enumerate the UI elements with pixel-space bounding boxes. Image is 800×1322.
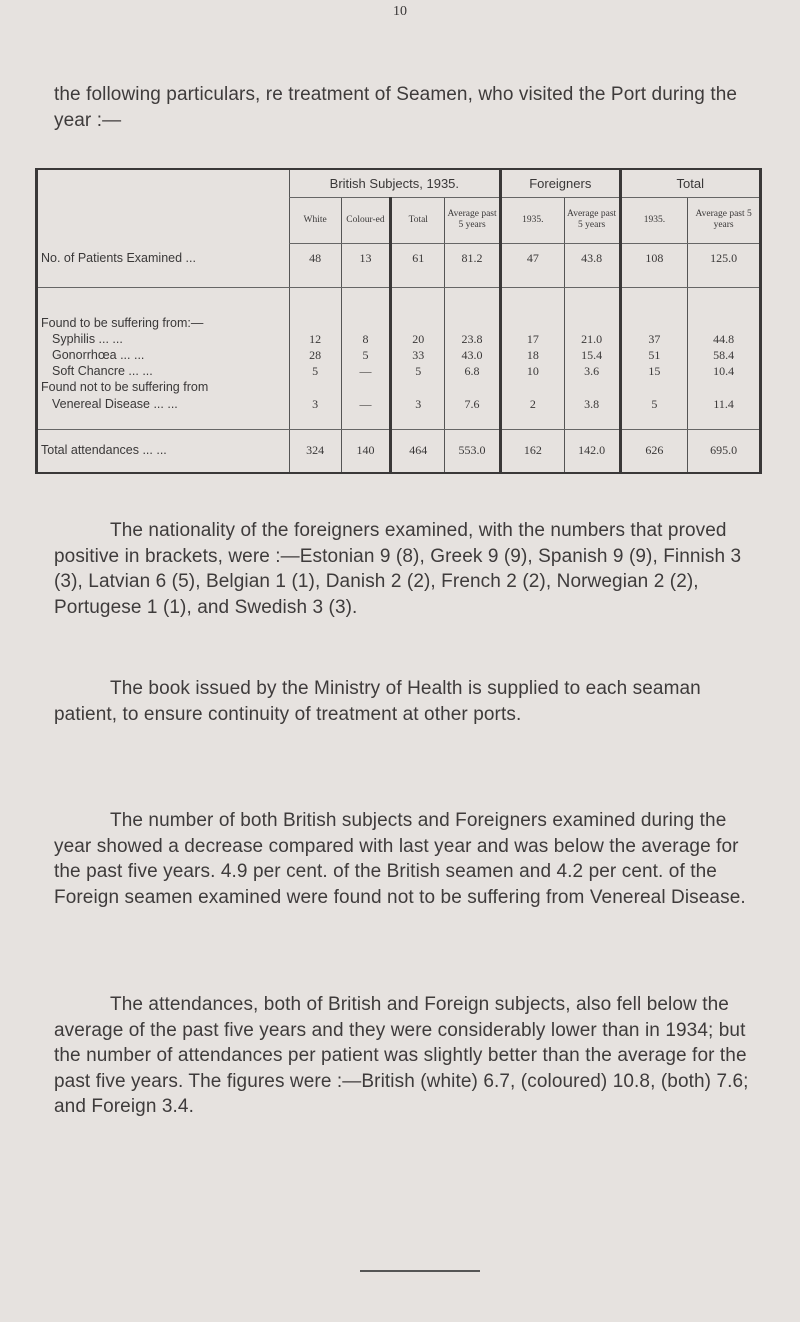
page-number: 10 bbox=[393, 4, 407, 19]
cell: 21.0 bbox=[564, 331, 620, 347]
attendances-row bbox=[37, 429, 761, 473]
cell: 10.4 bbox=[688, 363, 761, 379]
cell: 324 bbox=[289, 429, 341, 473]
cell: 33 bbox=[391, 347, 445, 363]
paragraph-text: The nationality of the foreigners examined, with the numbers that proved positive in brackets, were :—Estonian 9 (8), Greek 9 (9), Spanish 9 (9), Finnish 3 (3), Latvian 6 (5), Belgian 1 (1), Danish 2 (2), French 2 (2), Norwegian 2 (2), Portugese 1 (1), and Swedish 3 (3). bbox=[54, 520, 742, 618]
attendances-label: Total attendances ... ... bbox=[37, 429, 290, 473]
white-header: White bbox=[289, 197, 341, 243]
cell: 3 bbox=[391, 395, 445, 413]
cell: 695.0 bbox=[688, 429, 761, 473]
cell: — bbox=[341, 395, 391, 413]
closing-rule bbox=[360, 1270, 480, 1272]
table-corner-lower bbox=[37, 197, 290, 243]
cell: 28 bbox=[289, 347, 341, 363]
disease-row bbox=[37, 347, 761, 363]
cell: 12 bbox=[289, 331, 341, 347]
foreign-average-header: Average past 5 years bbox=[564, 197, 620, 243]
total-1935-header: 1935. bbox=[620, 197, 688, 243]
attendances-paragraph bbox=[54, 992, 760, 1120]
cell: 48 bbox=[289, 243, 341, 273]
cell: 8 bbox=[341, 331, 391, 347]
examined-label: No. of Patients Examined ... bbox=[37, 243, 290, 273]
cell: 61 bbox=[391, 243, 445, 273]
cell: 15 bbox=[620, 363, 688, 379]
not-suffering-label-line2: Venereal Disease ... ... bbox=[37, 395, 290, 413]
disease-row bbox=[37, 363, 761, 379]
cell: 5 bbox=[289, 363, 341, 379]
cell: 37 bbox=[620, 331, 688, 347]
cell: 2 bbox=[500, 395, 564, 413]
cell: 23.8 bbox=[445, 331, 501, 347]
cell: 81.2 bbox=[445, 243, 501, 273]
cell: 3 bbox=[289, 395, 341, 413]
intro-paragraph bbox=[54, 82, 760, 133]
cell: — bbox=[341, 363, 391, 379]
cell: 553.0 bbox=[445, 429, 501, 473]
seamen-treatment-table bbox=[35, 168, 762, 474]
cell: 5 bbox=[391, 363, 445, 379]
cell: 58.4 bbox=[688, 347, 761, 363]
cell: 142.0 bbox=[564, 429, 620, 473]
disease-label: Gonorrhœa ... ... bbox=[37, 347, 290, 363]
disease-row bbox=[37, 331, 761, 347]
cell: 7.6 bbox=[445, 395, 501, 413]
disease-label: Syphilis ... ... bbox=[37, 331, 290, 347]
foreign-1935-header: 1935. bbox=[500, 197, 564, 243]
cell: 125.0 bbox=[688, 243, 761, 273]
cell: 108 bbox=[620, 243, 688, 273]
table-corner bbox=[37, 169, 290, 197]
paragraph-text: The attendances, both of British and Foreign subjects, also fell below the average of the past five years and they were considerably lower than in 1934; but the number of attendances per patient was slightly better than the average for the past five years. The figures were :—British (white) 6.7, (coloured) 10.8, (both) 7.6; and Foreign 3.4. bbox=[54, 994, 749, 1117]
cell: 17 bbox=[500, 331, 564, 347]
intro-text: the following particulars, re treatment of Seamen, who visited the Port during the year :— bbox=[54, 84, 738, 131]
cell: 15.4 bbox=[564, 347, 620, 363]
disease-label: Soft Chancre ... ... bbox=[37, 363, 290, 379]
cell: 162 bbox=[500, 429, 564, 473]
paragraph-text: The book issued by the Ministry of Health is supplied to each seaman patient, to ensure continuity of treatment at other ports. bbox=[54, 678, 701, 725]
decrease-paragraph bbox=[54, 808, 760, 910]
paragraph-text: The number of both British subjects and Foreigners examined during the year showed a decrease compared with last year and was below the average for the past five years. 4.9 per cent. of the British seamen and 4.2 per cent. of the Foreign seamen examined were found not to be suffering from Venereal Disease. bbox=[54, 810, 746, 908]
examined-row bbox=[37, 243, 761, 273]
cell: 47 bbox=[500, 243, 564, 273]
cell: 43.8 bbox=[564, 243, 620, 273]
coloured-header: Colour-ed bbox=[341, 197, 391, 243]
cell: 44.8 bbox=[688, 331, 761, 347]
cell: 5 bbox=[341, 347, 391, 363]
total-group-header: Total bbox=[620, 169, 760, 197]
cell: 10 bbox=[500, 363, 564, 379]
not-suffering-label-line1: Found not to be suffering from bbox=[37, 379, 290, 395]
not-suffering-row bbox=[37, 395, 761, 413]
cell: 464 bbox=[391, 429, 445, 473]
cell: 5 bbox=[620, 395, 688, 413]
nationality-paragraph bbox=[54, 518, 760, 620]
suffering-heading: Found to be suffering from:— bbox=[37, 287, 290, 331]
british-total-header: Total bbox=[391, 197, 445, 243]
cell: 20 bbox=[391, 331, 445, 347]
cell: 51 bbox=[620, 347, 688, 363]
cell: 18 bbox=[500, 347, 564, 363]
cell: 3.6 bbox=[564, 363, 620, 379]
british-average-header: Average past 5 years bbox=[445, 197, 501, 243]
foreigners-group-header: Foreigners bbox=[500, 169, 620, 197]
cell: 43.0 bbox=[445, 347, 501, 363]
ministry-book-paragraph bbox=[54, 676, 760, 727]
cell: 140 bbox=[341, 429, 391, 473]
cell: 11.4 bbox=[688, 395, 761, 413]
british-group-header: British Subjects, 1935. bbox=[289, 169, 500, 197]
cell: 6.8 bbox=[445, 363, 501, 379]
cell: 626 bbox=[620, 429, 688, 473]
cell: 3.8 bbox=[564, 395, 620, 413]
cell: 13 bbox=[341, 243, 391, 273]
total-average-header: Average past 5 years bbox=[688, 197, 761, 243]
